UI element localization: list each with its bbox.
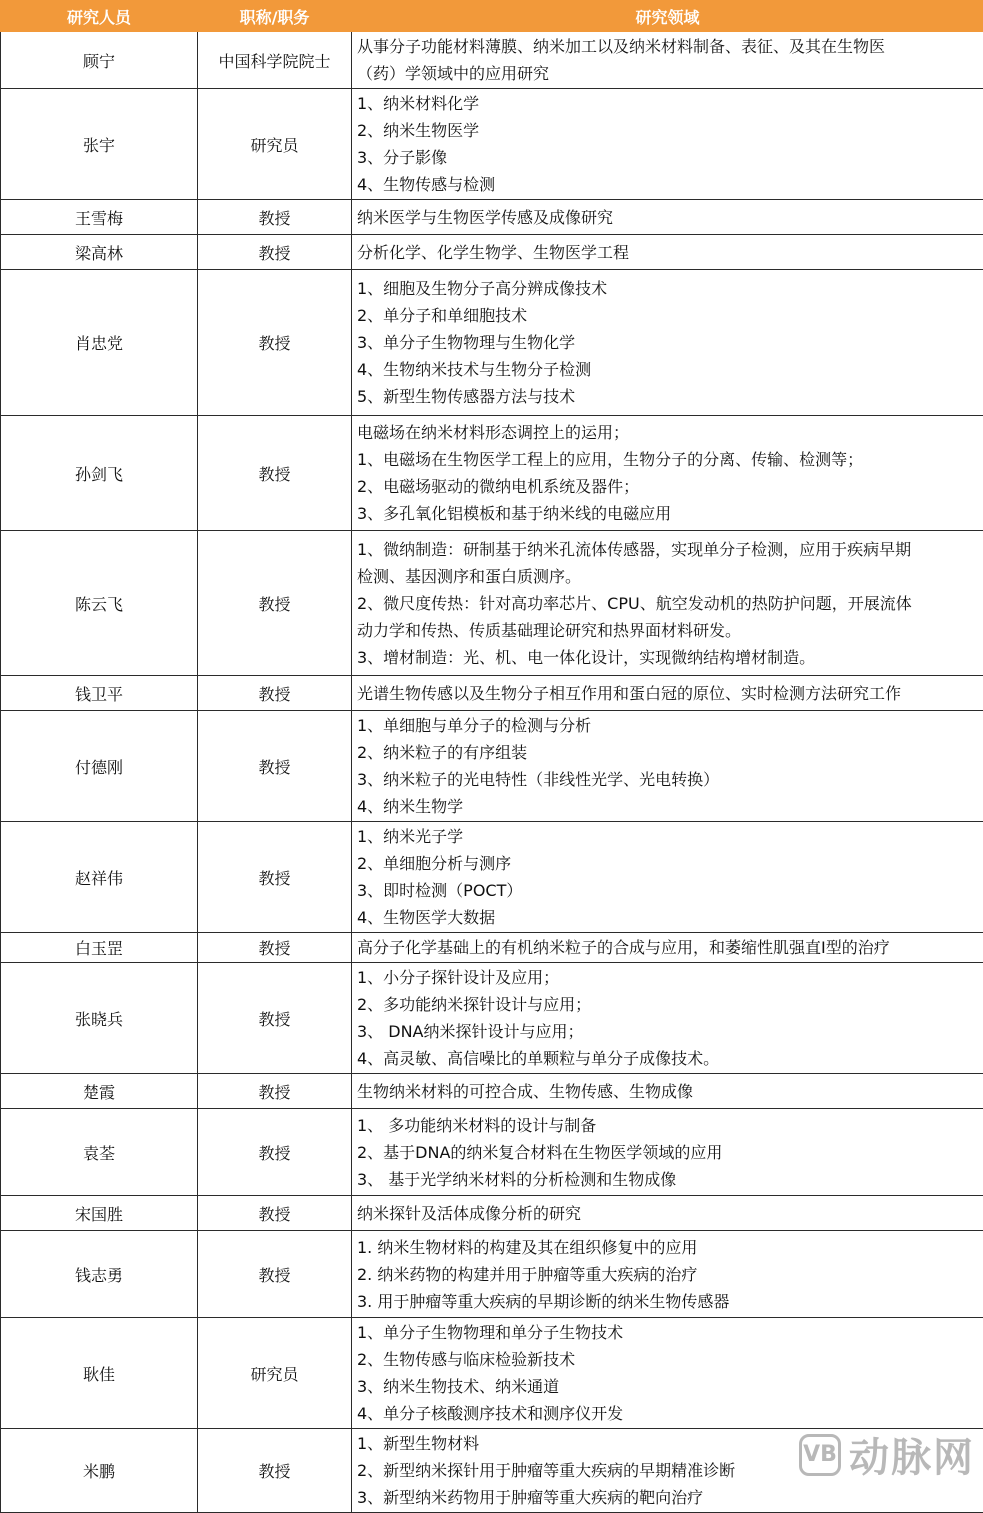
researcher-title: 教授	[198, 270, 352, 416]
research-field-line: 3、增材制造：光、机、电一体化设计，实现微纳结构增材制造。	[357, 644, 979, 671]
research-field-line: 1、 多功能纳米材料的设计与制备	[357, 1112, 979, 1139]
research-field-cell	[352, 235, 983, 270]
research-field-cell	[352, 822, 983, 933]
researcher-name: 顾宁	[1, 32, 198, 89]
researcher-title: 教授	[198, 531, 352, 676]
research-field-line: 1、细胞及生物分子高分辨成像技术	[357, 275, 979, 302]
research-field-line: 2. 纳米药物的构建并用于肿瘤等重大疾病的治疗	[357, 1261, 979, 1288]
research-field-line: 1、纳米光子学	[357, 823, 979, 850]
research-field-cell	[352, 711, 983, 822]
research-field-line: 3、分子影像	[357, 144, 979, 171]
research-field-cell	[352, 1196, 983, 1231]
table-row	[1, 711, 983, 822]
researcher-name: 张晓兵	[1, 963, 198, 1074]
research-field-cell	[352, 1074, 983, 1109]
table-row	[1, 1074, 983, 1109]
research-field-line: 生物纳米材料的可控合成、生物传感、生物成像	[357, 1078, 979, 1105]
researcher-name: 付德刚	[1, 711, 198, 822]
research-field-cell	[352, 676, 983, 711]
research-field-line: 1、单细胞与单分子的检测与分析	[357, 712, 979, 739]
researcher-title: 研究员	[198, 89, 352, 200]
research-field-line: 动力学和传热、传质基础理论研究和热界面材料研发。	[357, 617, 979, 644]
research-field-line: 3、单分子生物物理与生物化学	[357, 329, 979, 356]
research-field-line: 4、高灵敏、高信噪比的单颗粒与单分子成像技术。	[357, 1045, 979, 1072]
research-field-line: 3、 基于光学纳米材料的分析检测和生物成像	[357, 1166, 979, 1193]
table-row	[1, 200, 983, 235]
research-field-cell	[352, 1318, 983, 1429]
research-field-cell	[352, 200, 983, 235]
researcher-name: 钱卫平	[1, 676, 198, 711]
research-field-line: 2、基于DNA的纳米复合材料在生物医学领域的应用	[357, 1139, 979, 1166]
research-field-line: 2、纳米粒子的有序组装	[357, 739, 979, 766]
researcher-title: 教授	[198, 416, 352, 531]
research-field-line: 1、单分子生物物理和单分子生物技术	[357, 1319, 979, 1346]
researcher-name: 白玉罡	[1, 933, 198, 963]
researcher-name: 赵祥伟	[1, 822, 198, 933]
researcher-title: 教授	[198, 235, 352, 270]
researcher-name: 宋国胜	[1, 1196, 198, 1231]
research-field-cell	[352, 32, 983, 89]
research-field-line: 高分子化学基础上的有机纳米粒子的合成与应用，和萎缩性肌强直I型的治疗	[357, 934, 979, 961]
research-field-line: 光谱生物传感以及生物分子相互作用和蛋白冠的原位、实时检测方法研究工作	[357, 680, 979, 707]
research-field-line: 3、多孔氧化铝模板和基于纳米线的电磁应用	[357, 500, 979, 527]
watermark-logo-icon: VB	[799, 1434, 841, 1476]
research-field-line: 4、生物医学大数据	[357, 904, 979, 931]
research-field-cell	[352, 1109, 983, 1196]
researcher-name: 王雪梅	[1, 200, 198, 235]
research-field-line: 从事分子功能材料薄膜、纳米加工以及纳米材料制备、表征、及其在生物医	[357, 33, 979, 60]
research-field-line: 3、纳米生物技术、纳米通道	[357, 1373, 979, 1400]
research-field-line: 1. 纳米生物材料的构建及其在组织修复中的应用	[357, 1234, 979, 1261]
research-field-line: 3、纳米粒子的光电特性（非线性光学、光电转换）	[357, 766, 979, 793]
researcher-title: 教授	[198, 963, 352, 1074]
research-field-line: 1、新型生物材料	[357, 1430, 979, 1457]
research-field-cell	[352, 416, 983, 531]
research-field-cell	[352, 933, 983, 963]
research-field-line: 4、生物传感与检测	[357, 171, 979, 198]
researcher-title: 教授	[198, 200, 352, 235]
table-row	[1, 676, 983, 711]
research-field-line: 2、多功能纳米探针设计与应用；	[357, 991, 979, 1018]
table-row	[1, 270, 983, 416]
research-field-cell	[352, 89, 983, 200]
researcher-title: 教授	[198, 1074, 352, 1109]
research-field-line: （药）学领域中的应用研究	[357, 60, 979, 87]
research-field-line: 3、 DNA纳米探针设计与应用；	[357, 1018, 979, 1045]
research-field-line: 1、微纳制造：研制基于纳米孔流体传感器，实现单分子检测，应用于疾病早期	[357, 536, 979, 563]
research-field-line: 1、纳米材料化学	[357, 90, 979, 117]
researcher-title: 教授	[198, 822, 352, 933]
research-field-line: 检测、基因测序和蛋白质测序。	[357, 563, 979, 590]
research-field-line: 2、单分子和单细胞技术	[357, 302, 979, 329]
researcher-title: 教授	[198, 1231, 352, 1318]
research-field-cell	[352, 963, 983, 1074]
table-row	[1, 822, 983, 933]
research-field-line: 2、微尺度传热：针对高功率芯片、CPU、航空发动机的热防护问题，开展流体	[357, 590, 979, 617]
research-field-line: 2、单细胞分析与测序	[357, 850, 979, 877]
researcher-title: 教授	[198, 933, 352, 963]
header-researcher: 研究人员	[1, 1, 198, 32]
table-row	[1, 531, 983, 676]
researcher-title: 教授	[198, 1429, 352, 1513]
table-row	[1, 933, 983, 963]
research-field-line: 3、即时检测（POCT）	[357, 877, 979, 904]
research-field-line: 纳米探针及活体成像分析的研究	[357, 1200, 979, 1227]
header-title: 职称/职务	[198, 1, 352, 32]
research-field-line: 4、单分子核酸测序技术和测序仪开发	[357, 1400, 979, 1427]
header-field: 研究领域	[352, 1, 983, 32]
table-row	[1, 89, 983, 200]
research-field-line: 2、纳米生物医学	[357, 117, 979, 144]
research-field-line: 2、新型纳米探针用于肿瘤等重大疾病的早期精准诊断	[357, 1457, 979, 1484]
researcher-title: 中国科学院院士	[198, 32, 352, 89]
table-row	[1, 1231, 983, 1318]
researcher-title: 教授	[198, 1196, 352, 1231]
research-field-cell	[352, 1231, 983, 1318]
research-field-line: 2、电磁场驱动的微纳电机系统及器件；	[357, 473, 979, 500]
table-row	[1, 235, 983, 270]
research-field-line: 电磁场在纳米材料形态调控上的运用；	[357, 419, 979, 446]
table-row	[1, 416, 983, 531]
research-field-line: 3、新型纳米药物用于肿瘤等重大疾病的靶向治疗	[357, 1484, 979, 1511]
research-field-cell	[352, 270, 983, 416]
research-field-line: 5、新型生物传感器方法与技术	[357, 383, 979, 410]
researcher-name: 楚霞	[1, 1074, 198, 1109]
research-field-line: 分析化学、化学生物学、生物医学工程	[357, 239, 979, 266]
researcher-name: 陈云飞	[1, 531, 198, 676]
researcher-title: 研究员	[198, 1318, 352, 1429]
researcher-name: 孙剑飞	[1, 416, 198, 531]
watermark	[799, 1426, 975, 1483]
research-field-line: 4、纳米生物学	[357, 793, 979, 820]
researcher-title: 教授	[198, 711, 352, 822]
watermark-text: 动脉网	[849, 1426, 975, 1483]
researcher-name: 张宇	[1, 89, 198, 200]
research-field-line: 1、电磁场在生物医学工程上的应用，生物分子的分离、传输、检测等；	[357, 446, 979, 473]
table-row	[1, 1196, 983, 1231]
header-row	[1, 1, 983, 32]
research-field-line: 2、生物传感与临床检验新技术	[357, 1346, 979, 1373]
researcher-name: 肖忠党	[1, 270, 198, 416]
researcher-title: 教授	[198, 676, 352, 711]
table-body	[1, 32, 983, 1513]
table-row	[1, 963, 983, 1074]
research-field-cell	[352, 531, 983, 676]
researcher-name: 梁高林	[1, 235, 198, 270]
research-field-line: 3. 用于肿瘤等重大疾病的早期诊断的纳米生物传感器	[357, 1288, 979, 1315]
researcher-name: 米鹏	[1, 1429, 198, 1513]
researcher-title: 教授	[198, 1109, 352, 1196]
table-row	[1, 1109, 983, 1196]
table-row	[1, 32, 983, 89]
research-field-line: 4、生物纳米技术与生物分子检测	[357, 356, 979, 383]
research-field-line: 纳米医学与生物医学传感及成像研究	[357, 204, 979, 231]
researcher-name: 钱志勇	[1, 1231, 198, 1318]
research-field-line: 1、小分子探针设计及应用；	[357, 964, 979, 991]
table-row	[1, 1318, 983, 1429]
researcher-name: 袁荃	[1, 1109, 198, 1196]
researcher-name: 耿佳	[1, 1318, 198, 1429]
